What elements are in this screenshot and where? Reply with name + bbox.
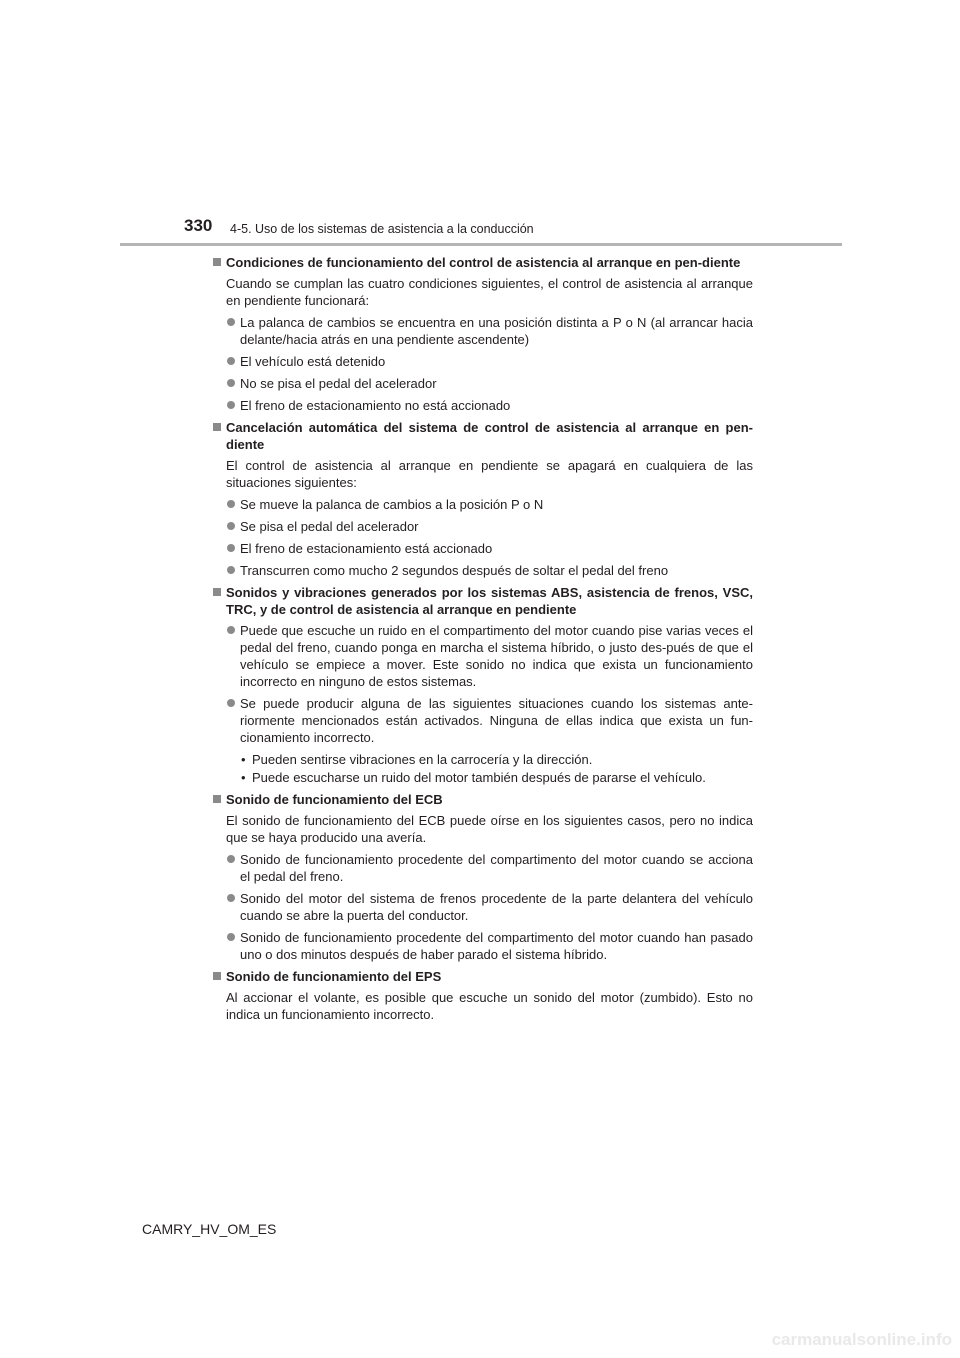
document-id: CAMRY_HV_OM_ES xyxy=(142,1221,277,1237)
list-item xyxy=(212,496,753,513)
list-item xyxy=(212,562,753,579)
circle-bullet-icon xyxy=(227,522,235,530)
list-item xyxy=(212,929,753,963)
circle-bullet-icon xyxy=(227,855,235,863)
square-bullet-icon xyxy=(213,588,221,596)
circle-bullet-icon xyxy=(227,933,235,941)
circle-bullet-icon xyxy=(227,544,235,552)
circle-bullet-icon xyxy=(227,699,235,707)
list-item xyxy=(212,622,753,690)
list-item-text: Puede que escuche un ruido en el compartimento del motor cuando pise varias veces el pedal del freno, cuando ponga en marcha el sistema híbrido, o justo des-pués de que el vehículo se empiece a mover. Este sonido no indica que exista un funcionamiento incorrecto en ninguno de estos sistemas. xyxy=(240,623,753,689)
list-item-text: Sonido del motor del sistema de frenos procedente de la parte delantera del vehículo cuando se abre la puerta del conductor. xyxy=(240,891,753,923)
section-heading-text: Sonido de funcionamiento del EPS xyxy=(226,969,442,984)
list-item xyxy=(212,353,753,370)
list-item-text: El freno de estacionamiento está accionado xyxy=(240,541,493,556)
circle-bullet-icon xyxy=(227,626,235,634)
list-item xyxy=(212,540,753,557)
square-bullet-icon xyxy=(213,795,221,803)
list-item xyxy=(212,314,753,348)
section-heading-text: Cancelación automática del sistema de control de asistencia al arranque en pen-diente xyxy=(226,420,753,452)
chapter-title: 4-5. Uso de los sistemas de asistencia a la conducción xyxy=(230,222,534,236)
circle-bullet-icon xyxy=(227,894,235,902)
section-heading-text: Sonidos y vibraciones generados por los sistemas ABS, asistencia de frenos, VSC, TRC, y de control de asistencia al arranque en pendiente xyxy=(226,585,753,617)
sub-list-item xyxy=(212,751,753,768)
list-item xyxy=(212,851,753,885)
section-heading xyxy=(212,791,753,808)
sub-list-item xyxy=(212,769,753,786)
list-item-text: El vehículo está detenido xyxy=(240,354,386,369)
section-intro: El sonido de funcionamiento del ECB puede oírse en los siguientes casos, pero no indica que se haya producido una avería. xyxy=(226,813,753,845)
circle-bullet-icon xyxy=(227,357,235,365)
list-item xyxy=(212,695,753,746)
section-heading xyxy=(212,419,753,453)
header-rule xyxy=(120,243,842,246)
sub-list-item-text: Pueden sentirse vibraciones en la carrocería y la dirección. xyxy=(252,752,593,767)
section-heading xyxy=(212,254,753,271)
square-bullet-icon xyxy=(213,258,221,266)
circle-bullet-icon xyxy=(227,500,235,508)
page-number: 330 xyxy=(184,216,213,235)
list-item-text: Se puede producir alguna de las siguientes situaciones cuando los sistemas ante-riormente mencionados están activados. Ninguna de ellas indica que exista un fun-cionamiento incorrecto. xyxy=(240,696,753,745)
sub-list xyxy=(212,751,753,786)
circle-bullet-icon xyxy=(227,379,235,387)
list-item xyxy=(212,518,753,535)
section-intro: Al accionar el volante, es posible que escuche un sonido del motor (zumbido). Esto no indica un funcionamiento incorrecto. xyxy=(226,990,753,1022)
section-heading xyxy=(212,968,753,985)
section-intro: El control de asistencia al arranque en pendiente se apagará en cualquiera de las situaciones siguientes: xyxy=(226,458,753,490)
list-item xyxy=(212,375,753,392)
dot-marker: • xyxy=(241,752,246,767)
list-item-text: Transcurren como mucho 2 segundos después de soltar el pedal del freno xyxy=(240,563,669,578)
list-item xyxy=(212,890,753,924)
list-item xyxy=(212,397,753,414)
section-heading-text: Sonido de funcionamiento del ECB xyxy=(226,792,443,807)
list-item-text: Sonido de funcionamiento procedente del compartimento del motor cuando se acciona el pedal del freno. xyxy=(240,852,753,884)
list-item-text: Se pisa el pedal del acelerador xyxy=(240,519,419,534)
list-item-text: Sonido de funcionamiento procedente del compartimento del motor cuando han pasado uno o dos minutos después de haber parado el sistema híbrido. xyxy=(240,930,753,962)
square-bullet-icon xyxy=(213,972,221,980)
circle-bullet-icon xyxy=(227,566,235,574)
list-item-text: La palanca de cambios se encuentra en una posición distinta a P o N (al arrancar hacia delante/hacia atrás en una pendiente ascendente) xyxy=(240,315,753,347)
section-intro: Cuando se cumplan las cuatro condiciones siguientes, el control de asistencia al arranque en pendiente funcionará: xyxy=(226,276,753,308)
section-heading-text: Condiciones de funcionamiento del control de asistencia al arranque en pen-diente xyxy=(226,255,741,270)
circle-bullet-icon xyxy=(227,318,235,326)
list-item-text: Se mueve la palanca de cambios a la posición P o N xyxy=(240,497,544,512)
list-item-text: No se pisa el pedal del acelerador xyxy=(240,376,437,391)
dot-marker: • xyxy=(241,770,246,785)
watermark: carmanualsonline.info xyxy=(771,1330,952,1349)
list-item-text: El freno de estacionamiento no está accionado xyxy=(240,398,511,413)
circle-bullet-icon xyxy=(227,401,235,409)
square-bullet-icon xyxy=(213,423,221,431)
sub-list-item-text: Puede escucharse un ruido del motor también después de pararse el vehículo. xyxy=(252,770,706,785)
section-heading xyxy=(212,584,753,618)
document-body xyxy=(212,254,753,1028)
